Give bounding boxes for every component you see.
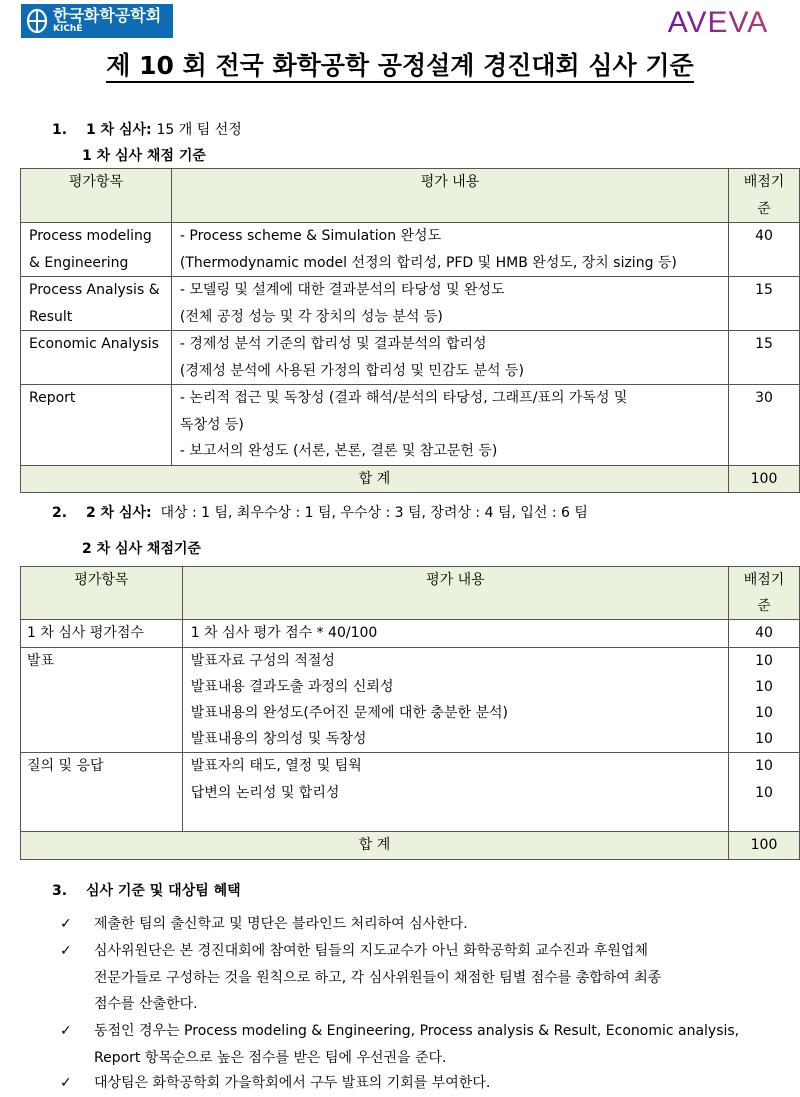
item-content: (경제성 분석에 사용된 가정의 합리성 및 민감도 분석 등) [179,362,524,379]
check-icon: ✓ [60,1075,72,1091]
item-content: 발표내용의 창의성 및 독창성 [190,731,367,748]
item-content: 독창성 등) [179,416,244,433]
item-score: 10 [755,678,773,695]
item-content: - Process scheme & Simulation 완성도 [179,228,442,244]
column-header: 배점기준 [729,567,800,620]
total-value: 100 [729,465,800,493]
item-score: 40 [729,223,800,277]
item-content: - 모델링 및 설계에 대한 결과분석의 타당성 및 완성도 [179,282,505,298]
table-row [21,753,800,832]
round1-score-table [20,168,800,493]
check-icon: ✓ [60,943,72,959]
item-score: 10 [755,705,773,722]
kiche-english-name: KIChE [53,24,83,34]
total-row [21,832,800,859]
note-text: Report 항목순으로 높은 점수를 받은 팀에 우선권을 준다. [94,1049,447,1066]
section3-number: 3. [52,883,68,899]
total-row [21,465,800,493]
item-content: 발표내용 결과도출 과정의 신뢰성 [190,678,394,695]
item-content: - 논리적 접근 및 독창성 (결과 해석/분석의 타당성, 그래프/표의 가독성 및 [179,390,628,406]
check-icon: ✓ [60,916,72,932]
page-title: 제 10 회 전국 화학공학 공정설계 경진대회 심사 기준 [0,46,800,82]
section3-heading [52,880,241,900]
section1-desc: 15 개 팀 선정 [156,122,242,138]
aveva-logo [658,3,778,39]
total-value: 100 [729,832,800,859]
section1-label: 1 차 심사: [85,122,152,138]
section2-heading [52,502,588,522]
note-text: 제출한 팀의 출신학교 및 명단은 블라인드 처리하여 심사한다. [94,916,468,932]
note-text: 동점인 경우는 Process modeling & Engineering, Process analysis & Result, Economic analysis, [94,1023,740,1039]
item-score: 15 [729,277,800,331]
item-content: 답변의 논리성 및 합리성 [190,784,340,801]
item-content: 1 차 심사 평가 점수 * 40/100 [190,625,378,642]
item-score: 10 [755,731,773,748]
section1-number: 1. [52,122,68,138]
total-label: 합 계 [21,465,729,493]
item-name: 1 차 심사 평가점수 [21,620,183,647]
kiche-logo [21,4,173,38]
table-row [21,223,800,277]
section2-desc: 대상 : 1 팀, 최우수상 : 1 팀, 우수상 : 3 팀, 장려상 : 4 팀, 입선 : 6 팀 [160,505,588,521]
item-content: 발표자료 구성의 적절성 [190,652,335,669]
item-score: 30 [729,385,800,466]
column-header: 평가항목 [21,567,183,620]
item-name: 질의 및 응답 [21,753,183,832]
item-name: Economic Analysis [29,336,159,352]
section1-heading [52,119,242,139]
item-name: Process modeling [29,228,152,244]
item-content: 발표자의 태도, 열정 및 팀웍 [190,758,362,775]
table-row [21,385,800,466]
item-content: (Thermodynamic model 선정의 합리성, PFD 및 HMB 완성도, 장치 sizing 등) [179,254,677,271]
note-text: 점수를 산출한다. [94,996,198,1013]
column-header: 배점기준 [729,169,800,223]
table-row [21,620,800,647]
table-row [21,331,800,385]
column-header: 평가 내용 [182,567,728,620]
note-text: 전문가들로 구성하는 것을 원칙으로 하고, 각 심사위원들이 채점한 팀별 점수를 총합하여 최종 [94,969,662,986]
check-icon: ✓ [60,1023,72,1039]
item-name: Process Analysis & [29,282,160,298]
item-content: 발표내용의 완성도(주어진 문제에 대한 충분한 분석) [190,705,508,722]
item-score: 10 [755,784,773,801]
item-score: 10 [755,652,773,669]
section1-table-title: 1 차 심사 채점 기준 [82,148,206,164]
item-name: 발표 [21,647,183,753]
column-header: 평가 내용 [171,169,728,223]
section3-label: 심사 기준 및 대상팀 혜택 [85,883,241,899]
round2-score-table [20,566,800,860]
section2-number: 2. [52,505,68,521]
item-name: Result [29,308,73,325]
column-header: 평가항목 [21,169,172,223]
aveva-logo-text: AVEVA [667,6,769,39]
kiche-korean-name: 한국화학공학회 [53,6,162,25]
table-row [21,277,800,331]
item-score: 10 [755,758,773,775]
item-name: Report [29,390,76,406]
note-text: 심사위원단은 본 경진대회에 참여한 팀들의 지도교수가 아닌 화학공학회 교수진과 후원업체 [94,943,648,959]
item-score: 40 [755,625,773,642]
total-label: 합 계 [21,832,729,859]
item-content: - 보고서의 완성도 (서론, 본론, 결론 및 참고문헌 등) [179,443,498,459]
table-row [21,647,800,753]
item-content: (전체 공정 성능 및 각 장치의 성능 분석 등) [179,308,443,325]
item-name: & Engineering [29,254,129,271]
table-header-row [21,169,800,223]
kiche-emblem-icon [26,8,48,34]
item-score: 15 [729,331,800,385]
table-header-row [21,567,800,620]
item-content: - 경제성 분석 기준의 합리성 및 결과분석의 합리성 [179,336,487,352]
note-text: 대상팀은 화학공학회 가을학회에서 구두 발표의 기회를 부여한다. [94,1075,491,1091]
section2-table-title: 2 차 심사 채점기준 [82,541,202,557]
section2-label: 2 차 심사: [85,505,152,521]
